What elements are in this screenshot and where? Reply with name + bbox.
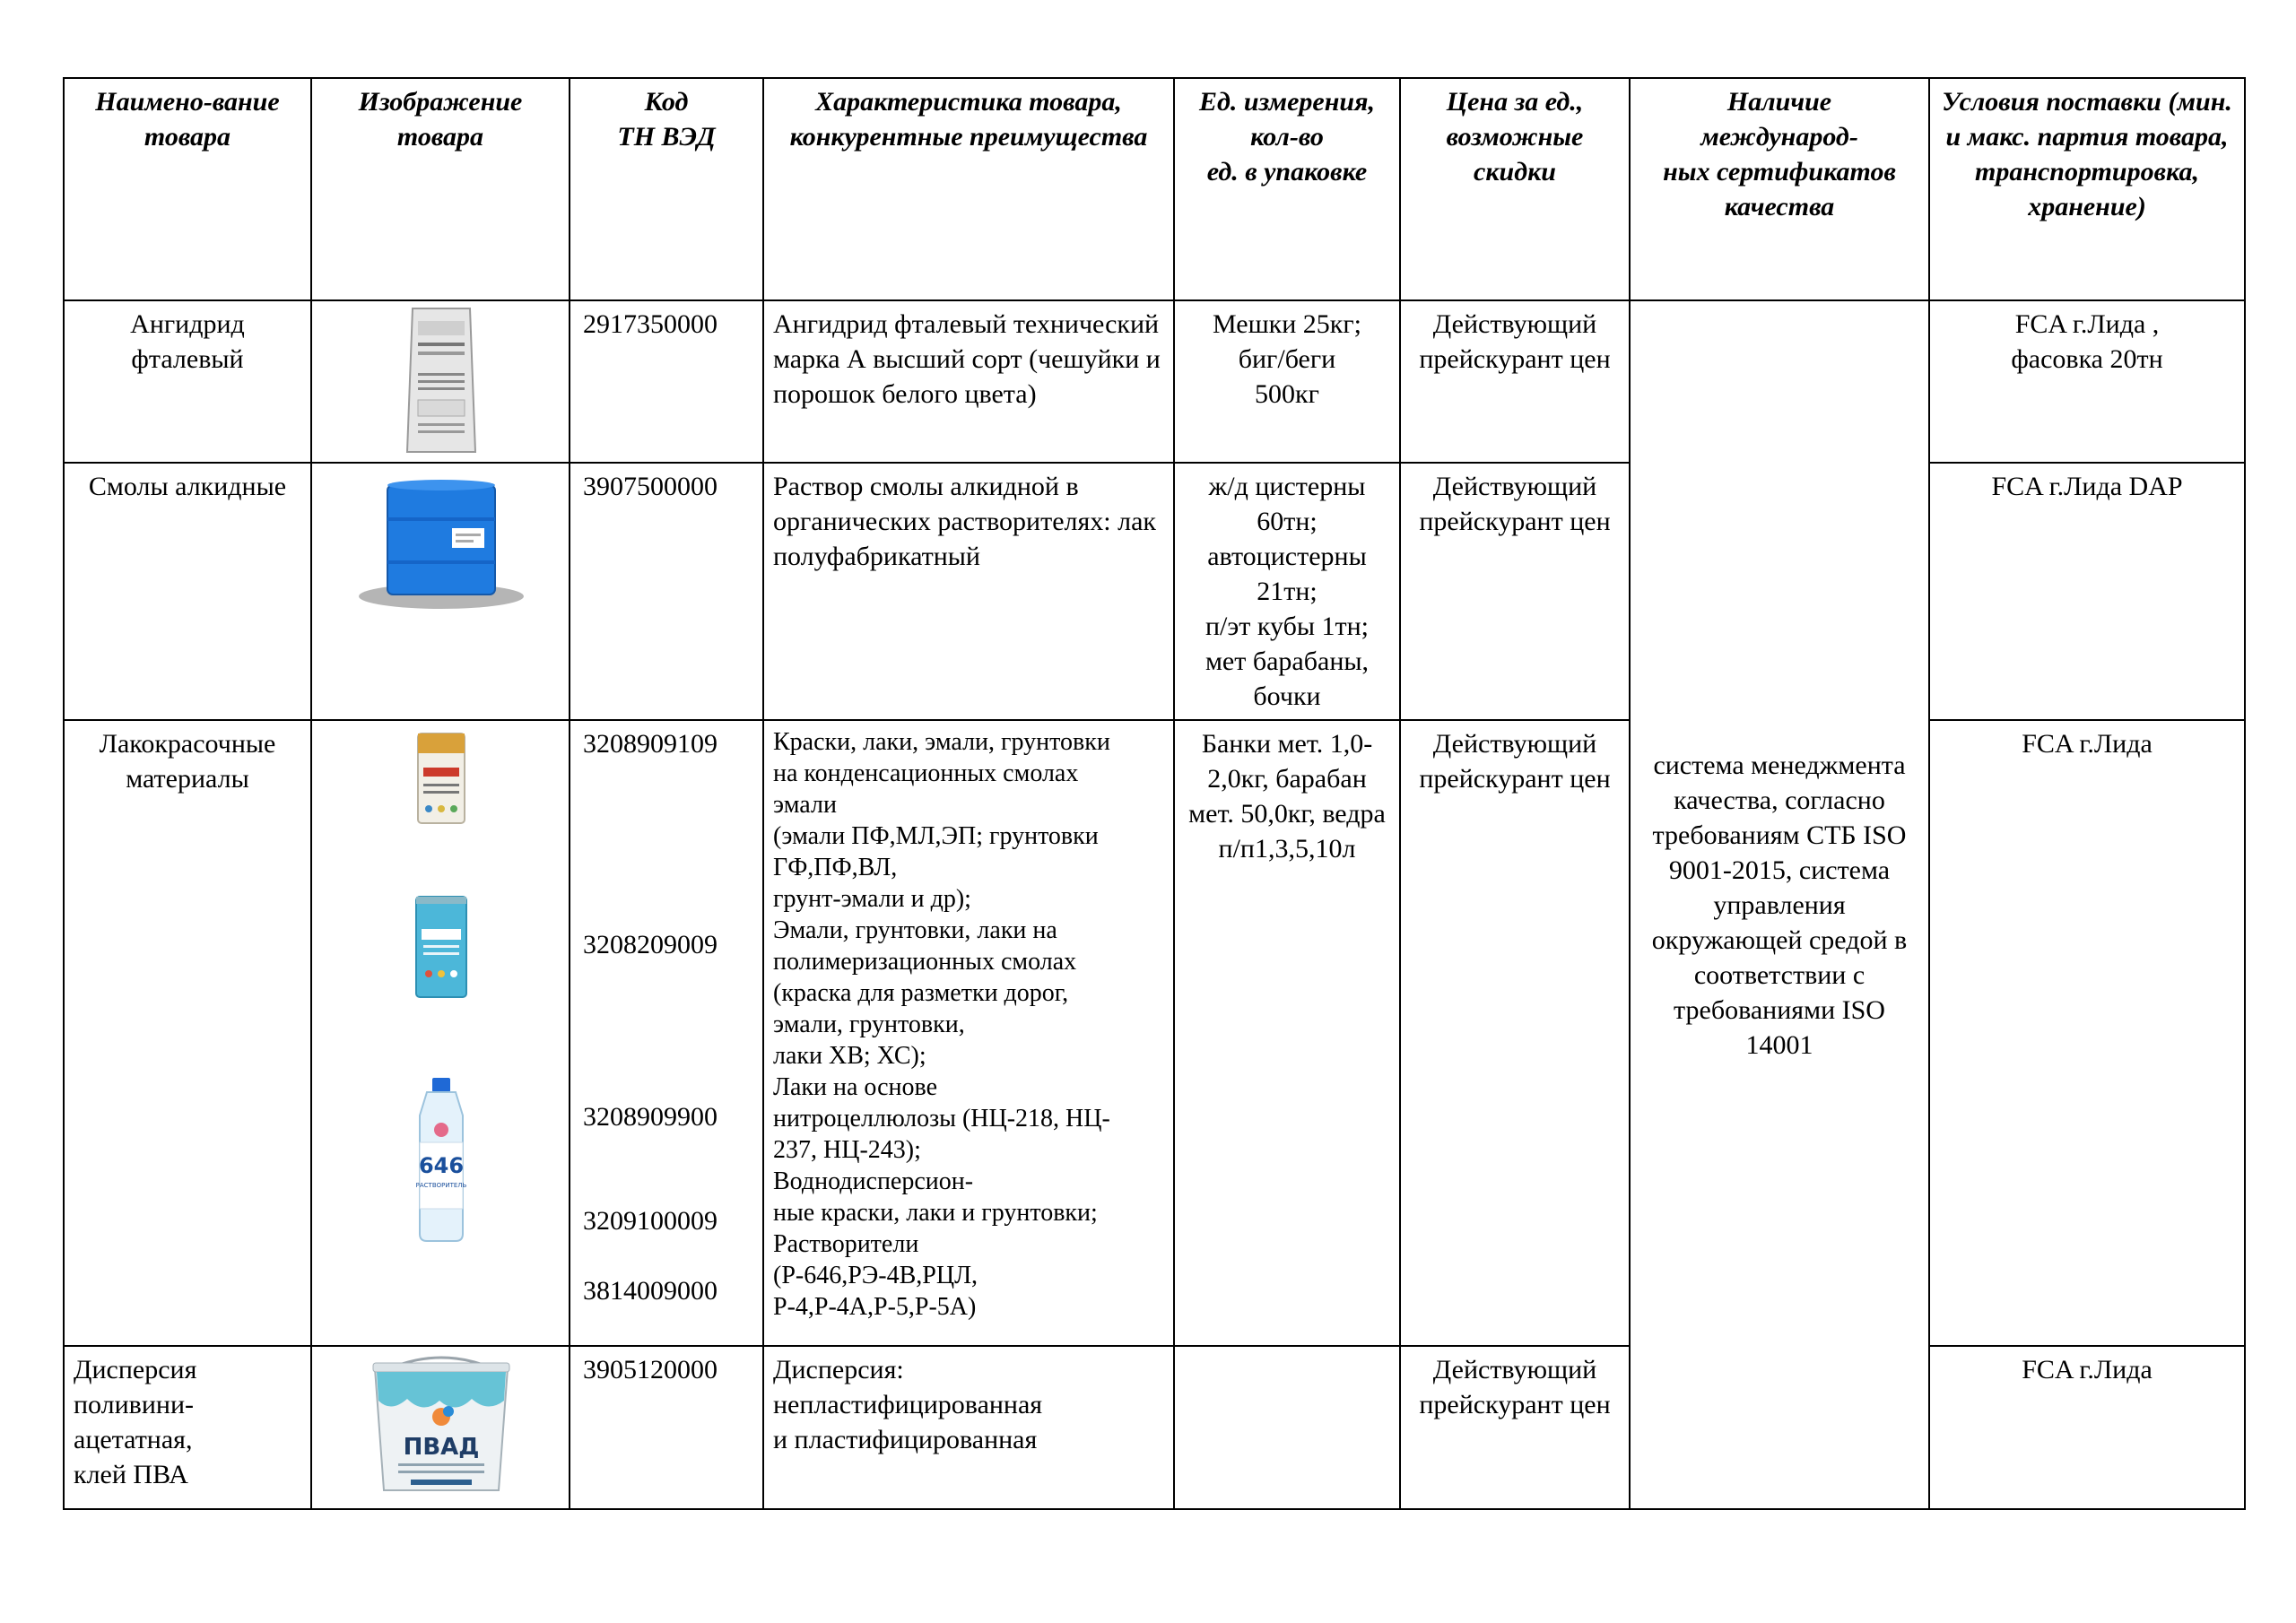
hs-code: 3907500000 xyxy=(583,472,718,501)
solvent-bottle-icon xyxy=(416,1078,467,1241)
delivery-terms: FCA г.Лида DAP xyxy=(1929,463,2245,720)
hs-code: 2917350000 xyxy=(583,309,718,339)
unit-info: Банки мет. 1,0-2,0кг, барабан мет. 50,0кг, ведра п/п1,3,5,10л xyxy=(1174,720,1400,1346)
product-image-cell xyxy=(311,463,570,720)
delivery-terms: FCA г.Лида , фасовка 20тн xyxy=(1929,300,2245,463)
header-delivery-terms: Условия поставки (мин. и макс. партия товара, транспортировка, хранение) xyxy=(1929,78,2245,300)
hs-code: 3905120000 xyxy=(583,1355,718,1384)
price-info: Действующий прейскурант цен xyxy=(1400,1346,1630,1509)
delivery-terms: FCA г.Лида xyxy=(1929,720,2245,1346)
header-product-name: Наимено-вание товара xyxy=(64,78,311,300)
paint-products-image xyxy=(312,721,570,1343)
bottle-label: 646 xyxy=(418,1153,465,1178)
header-row xyxy=(64,78,2245,300)
hs-code-cell xyxy=(570,300,763,463)
product-name: Лакокрасочные материалы xyxy=(64,720,311,1346)
hs-code: 3209100009 xyxy=(583,1206,718,1236)
primer-can-icon xyxy=(418,733,465,823)
product-description: Краски, лаки, эмали, грунтовки на конденсационных смолах эмали (эмали ПФ,МЛ,ЭП; грунтовки ГФ,ПФ,ВЛ, грунт-эмали и др); Эмали, грунтовки, лаки на полимеризационных смолах (краска для разметки дорог, эмали, грунтовки, лаки ХВ; ХС); Лаки на основе нитроцеллюлозы (НЦ-218, НЦ- 237, НЦ-243); Воднодисперсион- ные краски, лаки и грунтовки; Растворители (Р-646,РЭ-4В,РЦЛ, Р-4,Р-4А,Р-5,Р-5А) xyxy=(763,720,1174,1346)
unit-info: Мешки 25кг; биг/беги 500кг xyxy=(1174,300,1400,463)
product-description: Дисперсия: непластифицированная и пластифицированная xyxy=(763,1346,1174,1509)
product-image-cell xyxy=(311,300,570,463)
hs-code: 3814009000 xyxy=(583,1276,718,1306)
product-image-cell xyxy=(311,720,570,1346)
header-product-image: Изображение товара xyxy=(311,78,570,300)
delivery-terms: FCA г.Лида xyxy=(1929,1346,2245,1509)
hs-code-cell xyxy=(570,1346,763,1509)
product-catalog-table xyxy=(63,77,2246,1510)
product-name: Ангидрид фталевый xyxy=(64,300,311,463)
product-image-cell xyxy=(311,1346,570,1509)
product-description: Ангидрид фталевый технический марка А высший сорт (чешуйки и порошок белого цвета) xyxy=(763,300,1174,463)
hs-code: 3208909109 xyxy=(583,729,718,759)
price-info: Действующий прейскурант цен xyxy=(1400,300,1630,463)
unit-info xyxy=(1174,1346,1400,1509)
hs-code: 3208209009 xyxy=(583,930,718,959)
unit-info: ж/д цистерны 60тн; автоцистерны 21тн; п/эт кубы 1тн; мет барабаны, бочки xyxy=(1174,463,1400,720)
bottle-sublabel: РАСТВОРИТЕЛЬ xyxy=(415,1182,467,1189)
hs-code-cell xyxy=(570,463,763,720)
hs-code: 3208909900 xyxy=(583,1102,718,1132)
certificate-info: система менеджмента качества, согласно требованиям СТБ ISO 9001-2015, система управления окружающей средой в соответствии с требованиями ISO 14001 xyxy=(1630,300,1929,1509)
white-sack-icon xyxy=(312,301,570,460)
product-name: Смолы алкидные xyxy=(64,463,311,720)
header-certificates: Наличие международ- ных сертификатов качества xyxy=(1630,78,1929,300)
price-info: Действующий прейскурант цен xyxy=(1400,463,1630,720)
hs-code-cell xyxy=(570,720,763,1346)
header-characteristics: Характеристика товара, конкурентные преимущества xyxy=(763,78,1174,300)
enamel-can-icon xyxy=(416,897,466,997)
pvad-bucket-icon xyxy=(312,1347,570,1506)
header-price: Цена за ед., возможные скидки xyxy=(1400,78,1630,300)
product-name: Дисперсия поливини- ацетатная, клей ПВА xyxy=(64,1346,311,1509)
product-description: Раствор смолы алкидной в органических растворителях: лак полуфабрикатный xyxy=(763,463,1174,720)
header-hs-code: Код ТН ВЭД xyxy=(570,78,763,300)
price-info: Действующий прейскурант цен xyxy=(1400,720,1630,1346)
header-units: Ед. измерения, кол-во ед. в упаковке xyxy=(1174,78,1400,300)
bucket-label: ПВАД xyxy=(403,1434,480,1461)
blue-drum-icon xyxy=(312,464,570,704)
table-row xyxy=(64,300,2245,463)
